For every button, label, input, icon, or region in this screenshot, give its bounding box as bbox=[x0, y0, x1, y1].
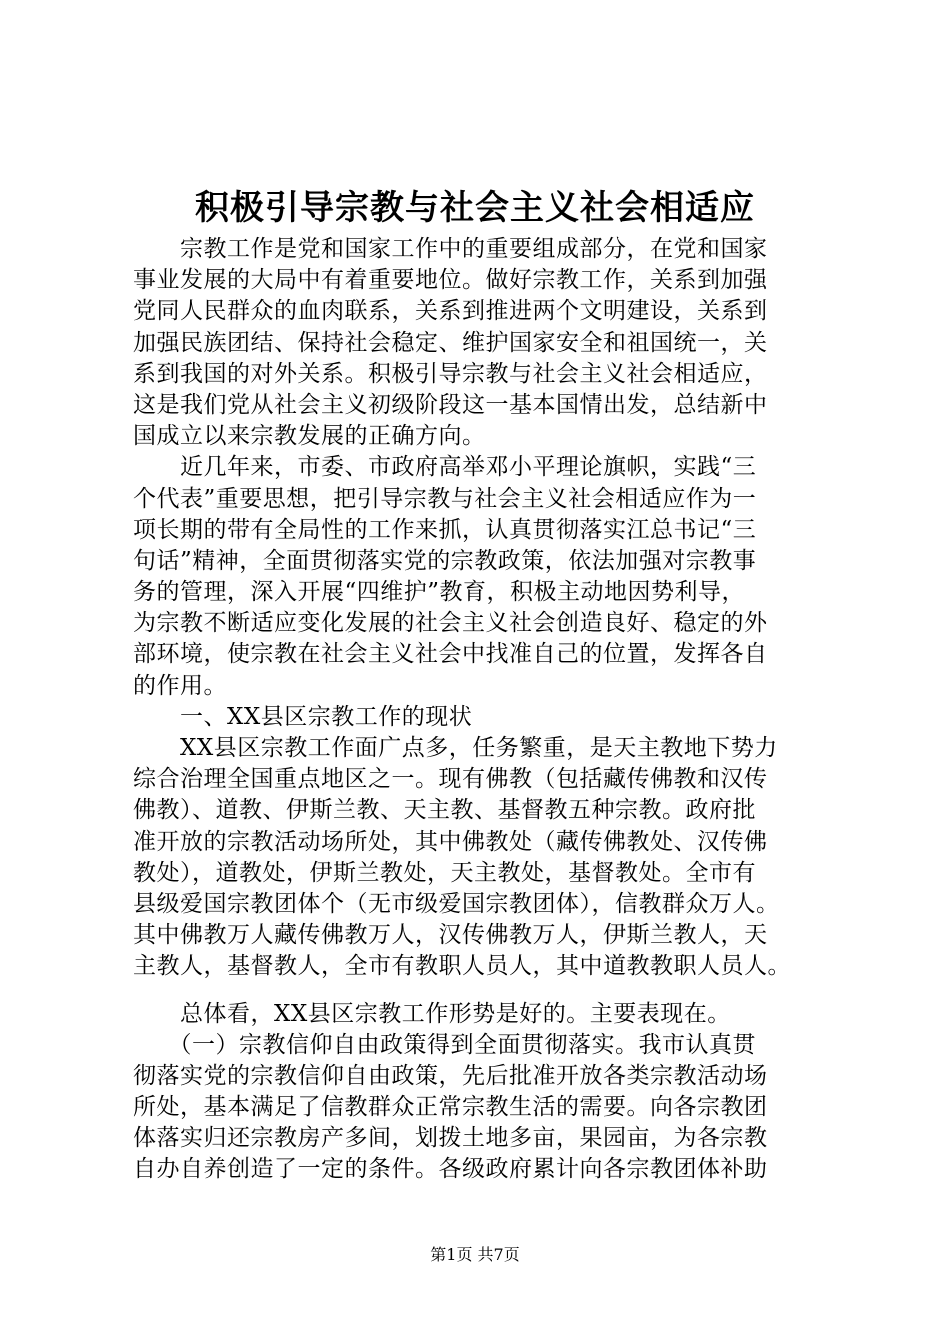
text-line: 国成立以来宗教发展的正确方向。 bbox=[133, 423, 486, 450]
paragraph-gap bbox=[133, 983, 833, 999]
text-line: 体落实归还宗教房产多间，划拨土地多亩，果园亩，为各宗教 bbox=[133, 1125, 768, 1152]
text-line: 宗教工作是党和国家工作中的重要组成部分，在党和国家 bbox=[133, 236, 768, 262]
document-title: 积极引导宗教与社会主义社会相适应 bbox=[195, 188, 755, 228]
text-line: 所处，基本满足了信教群众正常宗教生活的需要。向各宗教团 bbox=[133, 1094, 768, 1121]
text-line: 准开放的宗教活动场所处，其中佛教处（藏传佛教处、汉传佛 bbox=[133, 828, 768, 855]
text-line: 一、XX县区宗教工作的现状 bbox=[133, 703, 473, 730]
document-body bbox=[133, 234, 833, 1186]
text-line: 综合治理全国重点地区之一。现有佛教（包括藏传佛教和汉传 bbox=[133, 766, 768, 793]
text-line: 加强民族团结、保持社会稳定、维护国家安全和祖国统一，关 bbox=[133, 329, 768, 356]
body-part-2 bbox=[133, 999, 833, 1186]
text-line: 这是我们党从社会主义初级阶段这一基本国情出发，总结新中 bbox=[133, 391, 768, 418]
text-line: 教处），道教处，伊斯兰教处，天主教处，基督教处。全市有 bbox=[133, 859, 756, 886]
text-line: 佛教）、道教、伊斯兰教、天主教、基督教五种宗教。政府批 bbox=[133, 797, 756, 824]
text-line: 为宗教不断适应变化发展的社会主义社会创造良好、稳定的外 bbox=[133, 610, 768, 637]
text-line: XX县区宗教工作面广点多，任务繁重，是天主教地下势力 bbox=[133, 735, 778, 761]
text-line: 近几年来，市委、市政府高举邓小平理论旗帜，实践“三 bbox=[133, 454, 757, 481]
text-line: 的作用。 bbox=[133, 672, 227, 699]
text-line: 其中佛教万人藏传佛教万人，汉传佛教万人，伊斯兰教人，天 bbox=[133, 922, 768, 949]
text-line: 部环境，使宗教在社会主义社会中找准自己的位置，发挥各自 bbox=[133, 641, 768, 668]
body-part-1 bbox=[133, 234, 833, 983]
text-line: 党同人民群众的血肉联系，关系到推进两个文明建设，关系到 bbox=[133, 298, 768, 325]
page-footer: 第1页 共7页 bbox=[430, 1245, 520, 1264]
text-line: 句话”精神，全面贯彻落实党的宗教政策，依法加强对宗教事 bbox=[133, 547, 757, 574]
text-line: 个代表”重要思想，把引导宗教与社会主义社会相适应作为一 bbox=[133, 485, 757, 512]
text-line: （一）宗教信仰自由政策得到全面贯彻落实。我市认真贯 bbox=[133, 1031, 756, 1058]
text-line: 系到我国的对外关系。积极引导宗教与社会主义社会相适应， bbox=[133, 360, 768, 387]
text-line: 务的管理，深入开展“四维护”教育，积极主动地因势利导， bbox=[133, 579, 746, 606]
text-line: 县级爱国宗教团体个（无市级爱国宗教团体），信教群众万人。 bbox=[133, 890, 780, 917]
text-line: 项长期的带有全局性的工作来抓，认真贯彻落实江总书记“三 bbox=[133, 516, 757, 543]
text-line: 总体看，XX县区宗教工作形势是好的。主要表现在。 bbox=[133, 1000, 731, 1027]
text-line: 彻落实党的宗教信仰自由政策，先后批准开放各类宗教活动场 bbox=[133, 1062, 768, 1089]
text-line: 主教人，基督教人，全市有教职人员人，其中道教教职人员人。 bbox=[133, 953, 791, 980]
text-line: 事业发展的大局中有着重要地位。做好宗教工作，关系到加强 bbox=[133, 267, 768, 294]
text-line: 自办自养创造了一定的条件。各级政府累计向各宗教团体补助 bbox=[133, 1156, 768, 1183]
